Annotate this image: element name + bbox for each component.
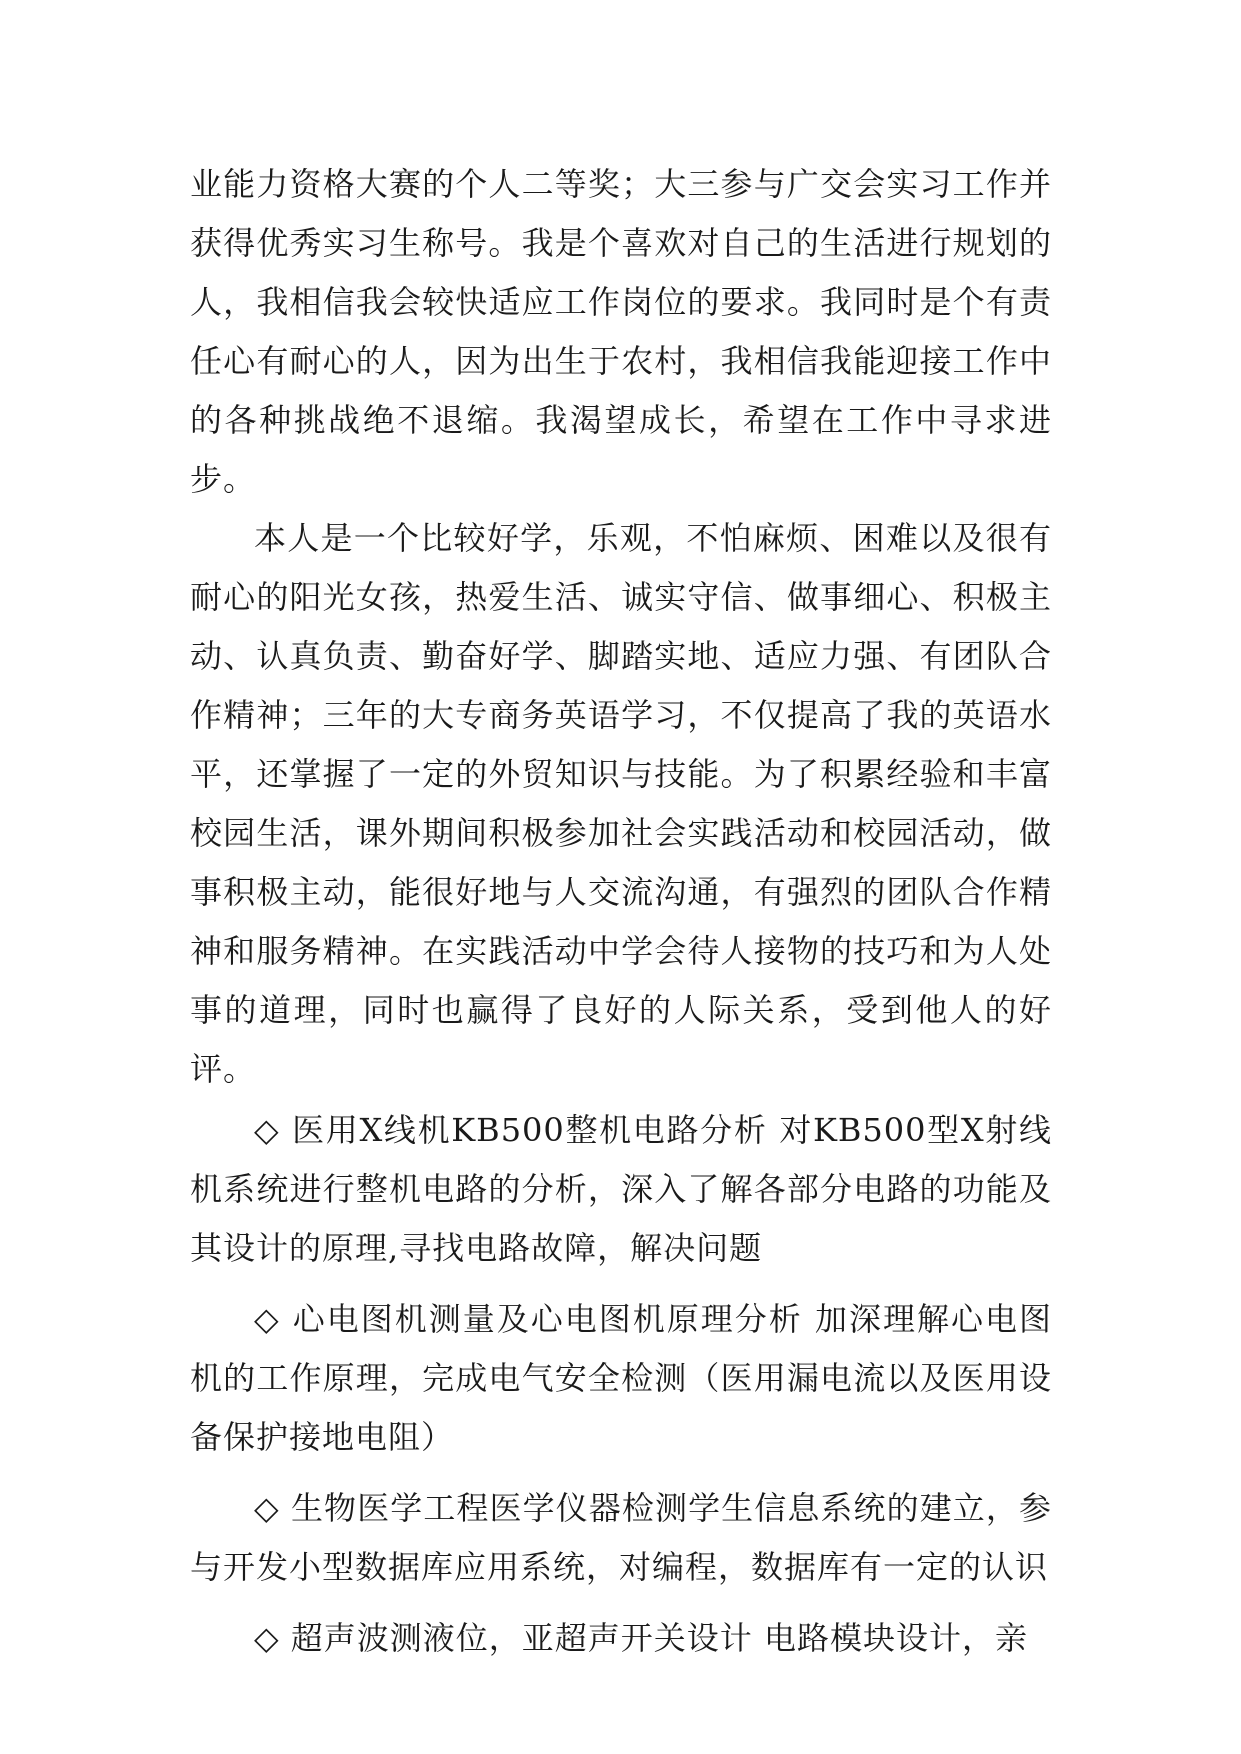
project-item-ultrasonic-level: ◇ 超声波测液位，亚超声开关设计 电路模块设计，亲 <box>254 1619 1028 1657</box>
paragraph-self-evaluation: 业能力资格大赛的个人二等奖；大三参与广交会实习工作并获得优秀实习生称号。我是个喜欢对自己的生活进行规划的人，我相信我会较快适应工作岗位的要求。我同时是个有责任心有耐心的人，因为出生于农村，我相信我能迎接工作中的各种挑战绝不退缩。我渴望成长，希望在工作中寻求进步。 <box>190 165 1052 498</box>
project-item-info-system: ◇ 生物医学工程医学仪器检测学生信息系统的建立，参与开发小型数据库应用系统，对编程，数据库有一定的认识 <box>190 1489 1052 1586</box>
document-body <box>190 155 1052 1668</box>
project-item-xray-circuit: ◇ 医用X线机KB500整机电路分析 对KB500型X射线机系统进行整机电路的分析，深入了解各部分电路的功能及其设计的原理,寻找电路故障，解决问题 <box>190 1111 1052 1267</box>
project-item-ecg-analysis: ◇ 心电图机测量及心电图机原理分析 加深理解心电图机的工作原理，完成电气安全检测（医用漏电流以及医用设备保护接地电阻） <box>190 1300 1052 1456</box>
paragraph-personal-profile: 本人是一个比较好学，乐观，不怕麻烦、困难以及很有耐心的阳光女孩，热爱生活、诚实守信、做事细心、积极主动、认真负责、勤奋好学、脚踏实地、适应力强、有团队合作精神；三年的大专商务英语学习，不仅提高了我的英语水平，还掌握了一定的外贸知识与技能。为了积累经验和丰富校园生活，课外期间积极参加社会实践活动和校园活动，做事积极主动，能很好地与人交流沟通，有强烈的团队合作精神和服务精神。在实践活动中学会待人接物的技巧和为人处事的道理，同时也赢得了良好的人际关系，受到他人的好评。 <box>190 519 1052 1088</box>
